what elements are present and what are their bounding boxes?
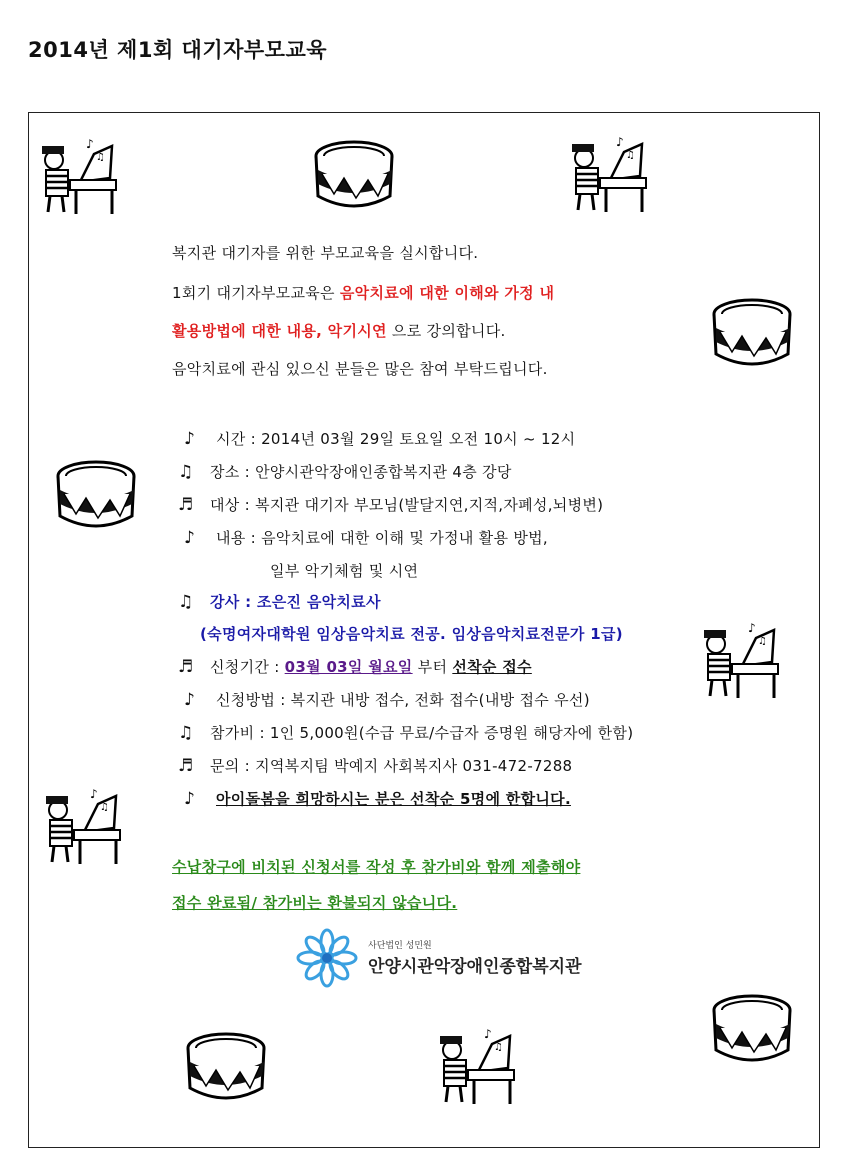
detail-time bbox=[184, 428, 575, 449]
detail-childcare-text: 아이돌봄을 희망하시는 분은 선착순 5명에 한합니다. bbox=[216, 790, 571, 808]
pianist-icon bbox=[566, 136, 650, 216]
detail-apply-method-text: 신청방법 : 복지관 내방 접수, 전화 접수(내방 접수 우선) bbox=[216, 691, 590, 709]
note-icon: ♪ bbox=[184, 429, 196, 449]
logo-org-sub: 사단법인 성민원 bbox=[368, 941, 432, 951]
detail-apply-mid: 부터 bbox=[412, 658, 453, 676]
detail-apply-date: 03월 03일 월요일 bbox=[284, 658, 413, 676]
detail-contact bbox=[178, 755, 572, 776]
detail-fee bbox=[178, 722, 633, 743]
detail-fee-text: 참가비 : 1인 5,000원(수급 무료/수급자 증명원 해당자에 한함) bbox=[210, 724, 634, 742]
intro-highlight-1: 음악치료에 대한 이해와 가정 내 bbox=[339, 284, 555, 302]
detail-contact-text: 문의 : 지역복지팀 박예지 사회복지사 031-472-7288 bbox=[210, 757, 573, 775]
logo-org-name: 안양시관악장애인종합복지관 bbox=[368, 957, 582, 977]
detail-childcare bbox=[184, 788, 571, 809]
pianist-icon bbox=[698, 622, 782, 702]
detail-content-text: 내용 : 음악치료에 대한 이해 및 가정내 활용 방법, bbox=[216, 529, 548, 547]
intro-line-3 bbox=[172, 320, 506, 341]
detail-lecturer bbox=[178, 591, 381, 612]
intro-line-3-text: 으로 강의합니다. bbox=[386, 322, 506, 340]
detail-place bbox=[178, 461, 512, 482]
intro-line-2-text: 1회기 대기자부모교육은 bbox=[172, 284, 340, 302]
pianist-icon bbox=[40, 788, 124, 868]
note-icon: ♬ bbox=[178, 495, 194, 515]
detail-content bbox=[184, 527, 548, 548]
notice-line-2: 접수 완료됨/ 참가비는 환불되지 않습니다. bbox=[172, 894, 458, 912]
drum-icon bbox=[314, 138, 398, 218]
notice-line-1: 수납창구에 비치된 신청서를 작성 후 참가비와 함께 제출해야 bbox=[172, 858, 581, 876]
detail-place-text: 장소 : 안양시관악장애인종합복지관 4층 강당 bbox=[210, 463, 512, 481]
detail-lecturer-bio: (숙명여자대학원 임상음악치료 전공. 임상음악치료전문가 1급) bbox=[200, 625, 623, 643]
note-icon: ♫ bbox=[178, 723, 194, 743]
detail-apply-method bbox=[184, 689, 590, 710]
note-icon: ♪ bbox=[184, 789, 196, 809]
note-icon: ♫ bbox=[178, 462, 194, 482]
detail-target-text: 대상 : 복지관 대기자 부모님(발달지연,지적,자폐성,뇌병변) bbox=[210, 496, 604, 514]
intro-highlight-2: 활용방법에 대한 내용, 악기시연 bbox=[172, 322, 387, 340]
drum-icon bbox=[712, 992, 796, 1072]
note-icon: ♫ bbox=[178, 592, 194, 612]
pianist-icon bbox=[36, 138, 120, 218]
drum-icon bbox=[186, 1030, 270, 1110]
note-icon: ♪ bbox=[184, 690, 196, 710]
logo-flower-icon bbox=[296, 928, 358, 988]
pianist-icon bbox=[434, 1028, 518, 1108]
detail-time-text: 시간 : 2014년 03월 29일 토요일 오전 10시 ~ 12시 bbox=[216, 430, 576, 448]
intro-line-4: 음악치료에 관심 있으신 분들은 많은 참여 부탁드립니다. bbox=[172, 360, 548, 378]
drum-icon bbox=[56, 458, 140, 538]
intro-line-1: 복지관 대기자를 위한 부모교육을 실시합니다. bbox=[172, 244, 479, 262]
note-icon: ♪ bbox=[184, 528, 196, 548]
organization-logo bbox=[296, 928, 596, 988]
drum-icon bbox=[712, 296, 796, 376]
page-title: 2014년 제1회 대기자부모교육 bbox=[28, 38, 328, 62]
note-icon: ♬ bbox=[178, 756, 194, 776]
intro-line-2 bbox=[172, 282, 554, 303]
detail-apply-label: 신청기간 : bbox=[210, 658, 285, 676]
detail-apply bbox=[178, 656, 532, 677]
detail-content-2: 일부 악기체험 및 시연 bbox=[270, 562, 419, 580]
note-icon: ♬ bbox=[178, 657, 194, 677]
detail-target bbox=[178, 494, 603, 515]
detail-apply-order: 선착순 접수 bbox=[452, 658, 532, 676]
detail-lecturer-text: 강사 : 조은진 음악치료사 bbox=[210, 593, 381, 611]
